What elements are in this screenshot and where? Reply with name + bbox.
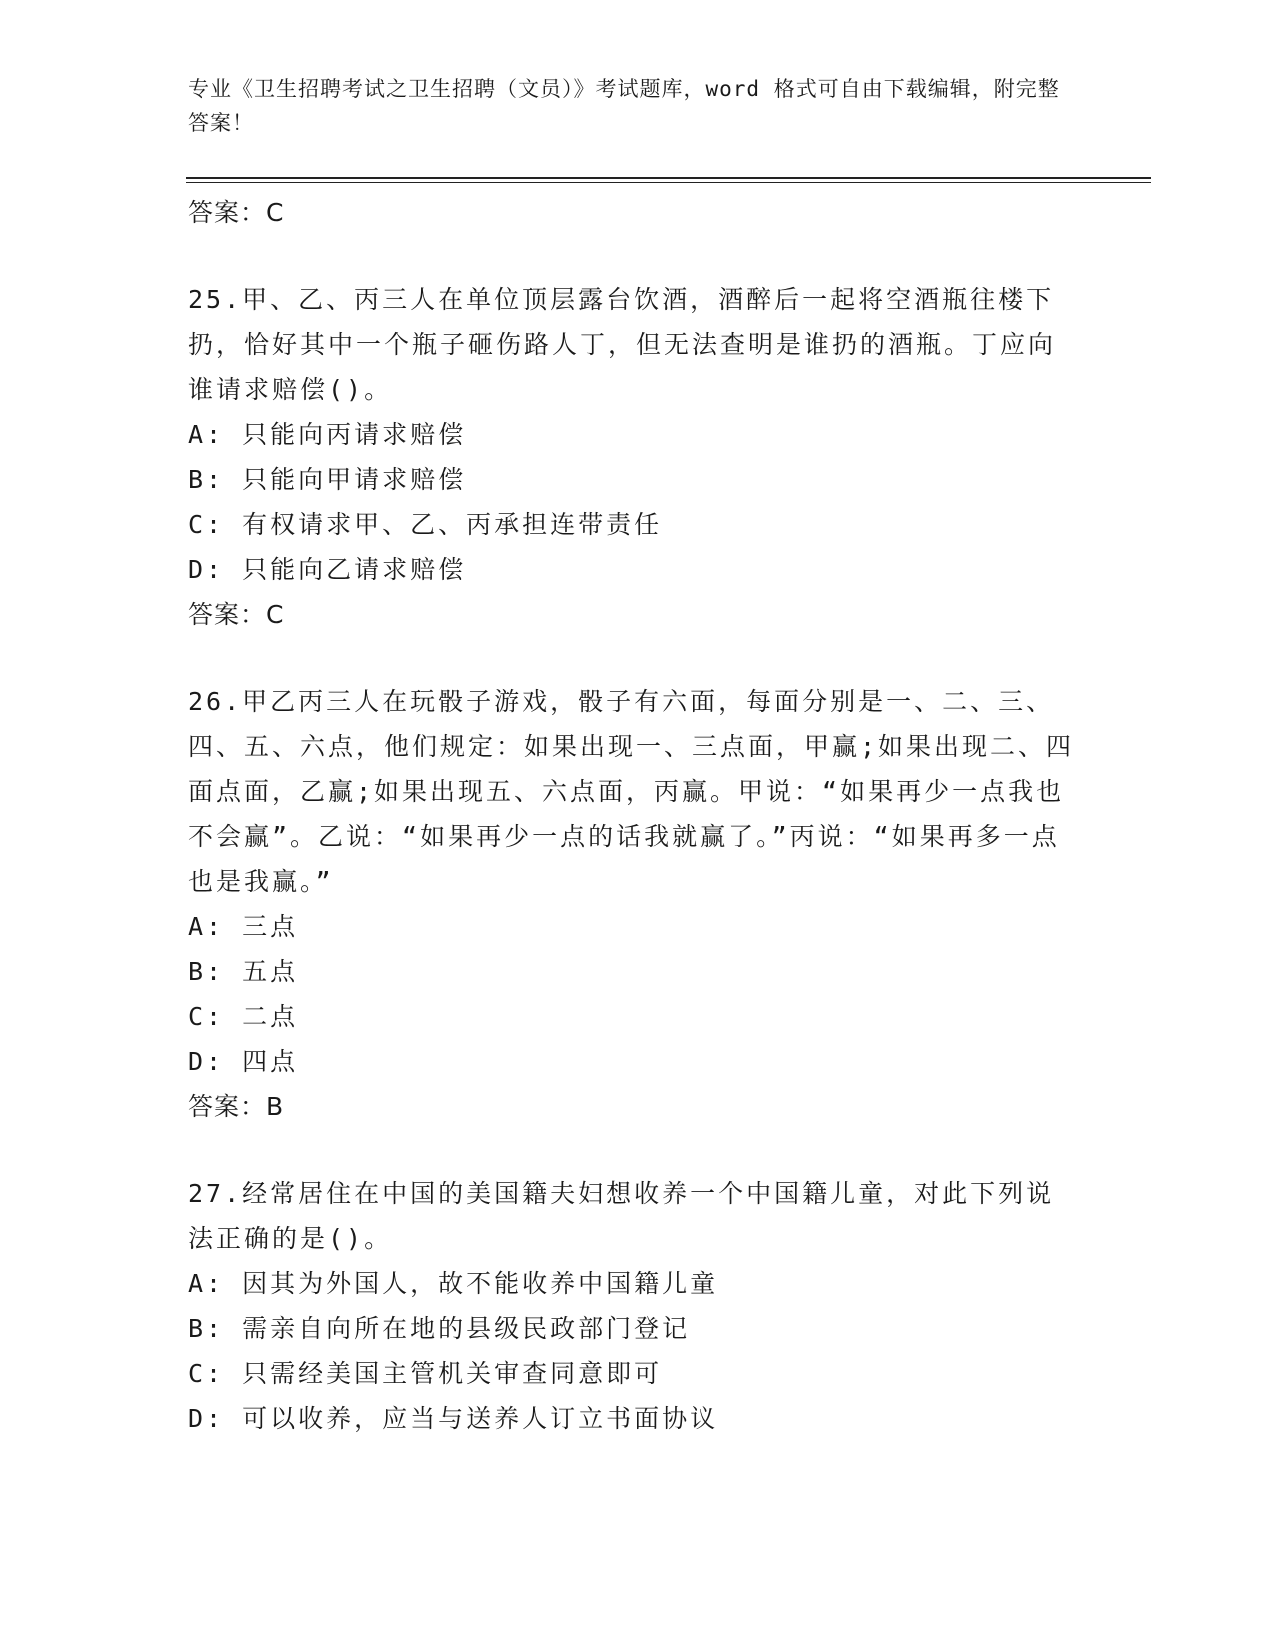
document-header: 专业《卫生招聘考试之卫生招聘（文员）》考试题库，word 格式可自由下载编辑，附完整答案！: [188, 77, 1060, 135]
option-d: D: 可以收养，应当与送养人订立书面协议: [188, 1404, 719, 1433]
header-divider-thin: [186, 182, 1151, 183]
option-b: B: 需亲自向所在地的县级民政部门登记: [188, 1314, 691, 1343]
option-a: A: 三点: [188, 912, 299, 941]
question-27: [188, 1171, 1088, 1441]
question-answer: 答案：B: [188, 1092, 285, 1121]
option-d: D: 只能向乙请求赔偿: [188, 555, 467, 584]
option-a: A: 只能向丙请求赔偿: [188, 420, 467, 449]
question-25: [188, 277, 1088, 637]
header-divider-thick: [186, 177, 1151, 179]
option-b: B: 五点: [188, 957, 299, 986]
question-text: 26.甲乙丙三人在玩骰子游戏，骰子有六面，每面分别是一、二、三、四、五、六点，他们规定：如果出现一、三点面，甲赢;如果出现二、四面点面，乙赢;如果出现五、六点面，丙赢。甲说：“如果再少一点我也不会赢”。乙说：“如果再少一点的话我就赢了。”丙说：“如果再多一点也是我赢。”: [188, 687, 1075, 896]
option-c: C: 二点: [188, 1002, 299, 1031]
previous-answer: 答案：C: [188, 198, 285, 227]
question-text: 27.经常居住在中国的美国籍夫妇想收养一个中国籍儿童，对此下列说法正确的是()。: [188, 1179, 1055, 1253]
document-body: [188, 190, 1088, 1441]
option-d: D: 四点: [188, 1047, 299, 1076]
question-answer: 答案：C: [188, 600, 285, 629]
option-a: A: 因其为外国人，故不能收养中国籍儿童: [188, 1269, 719, 1298]
question-text: 25.甲、乙、丙三人在单位顶层露台饮酒，酒醉后一起将空酒瓶往楼下扔，恰好其中一个瓶子砸伤路人丁，但无法查明是谁扔的酒瓶。丁应向谁请求赔偿()。: [188, 285, 1057, 404]
option-c: C: 只需经美国主管机关审查同意即可: [188, 1359, 663, 1388]
option-c: C: 有权请求甲、乙、丙承担连带责任: [188, 510, 663, 539]
option-b: B: 只能向甲请求赔偿: [188, 465, 467, 494]
question-26: [188, 679, 1088, 1129]
